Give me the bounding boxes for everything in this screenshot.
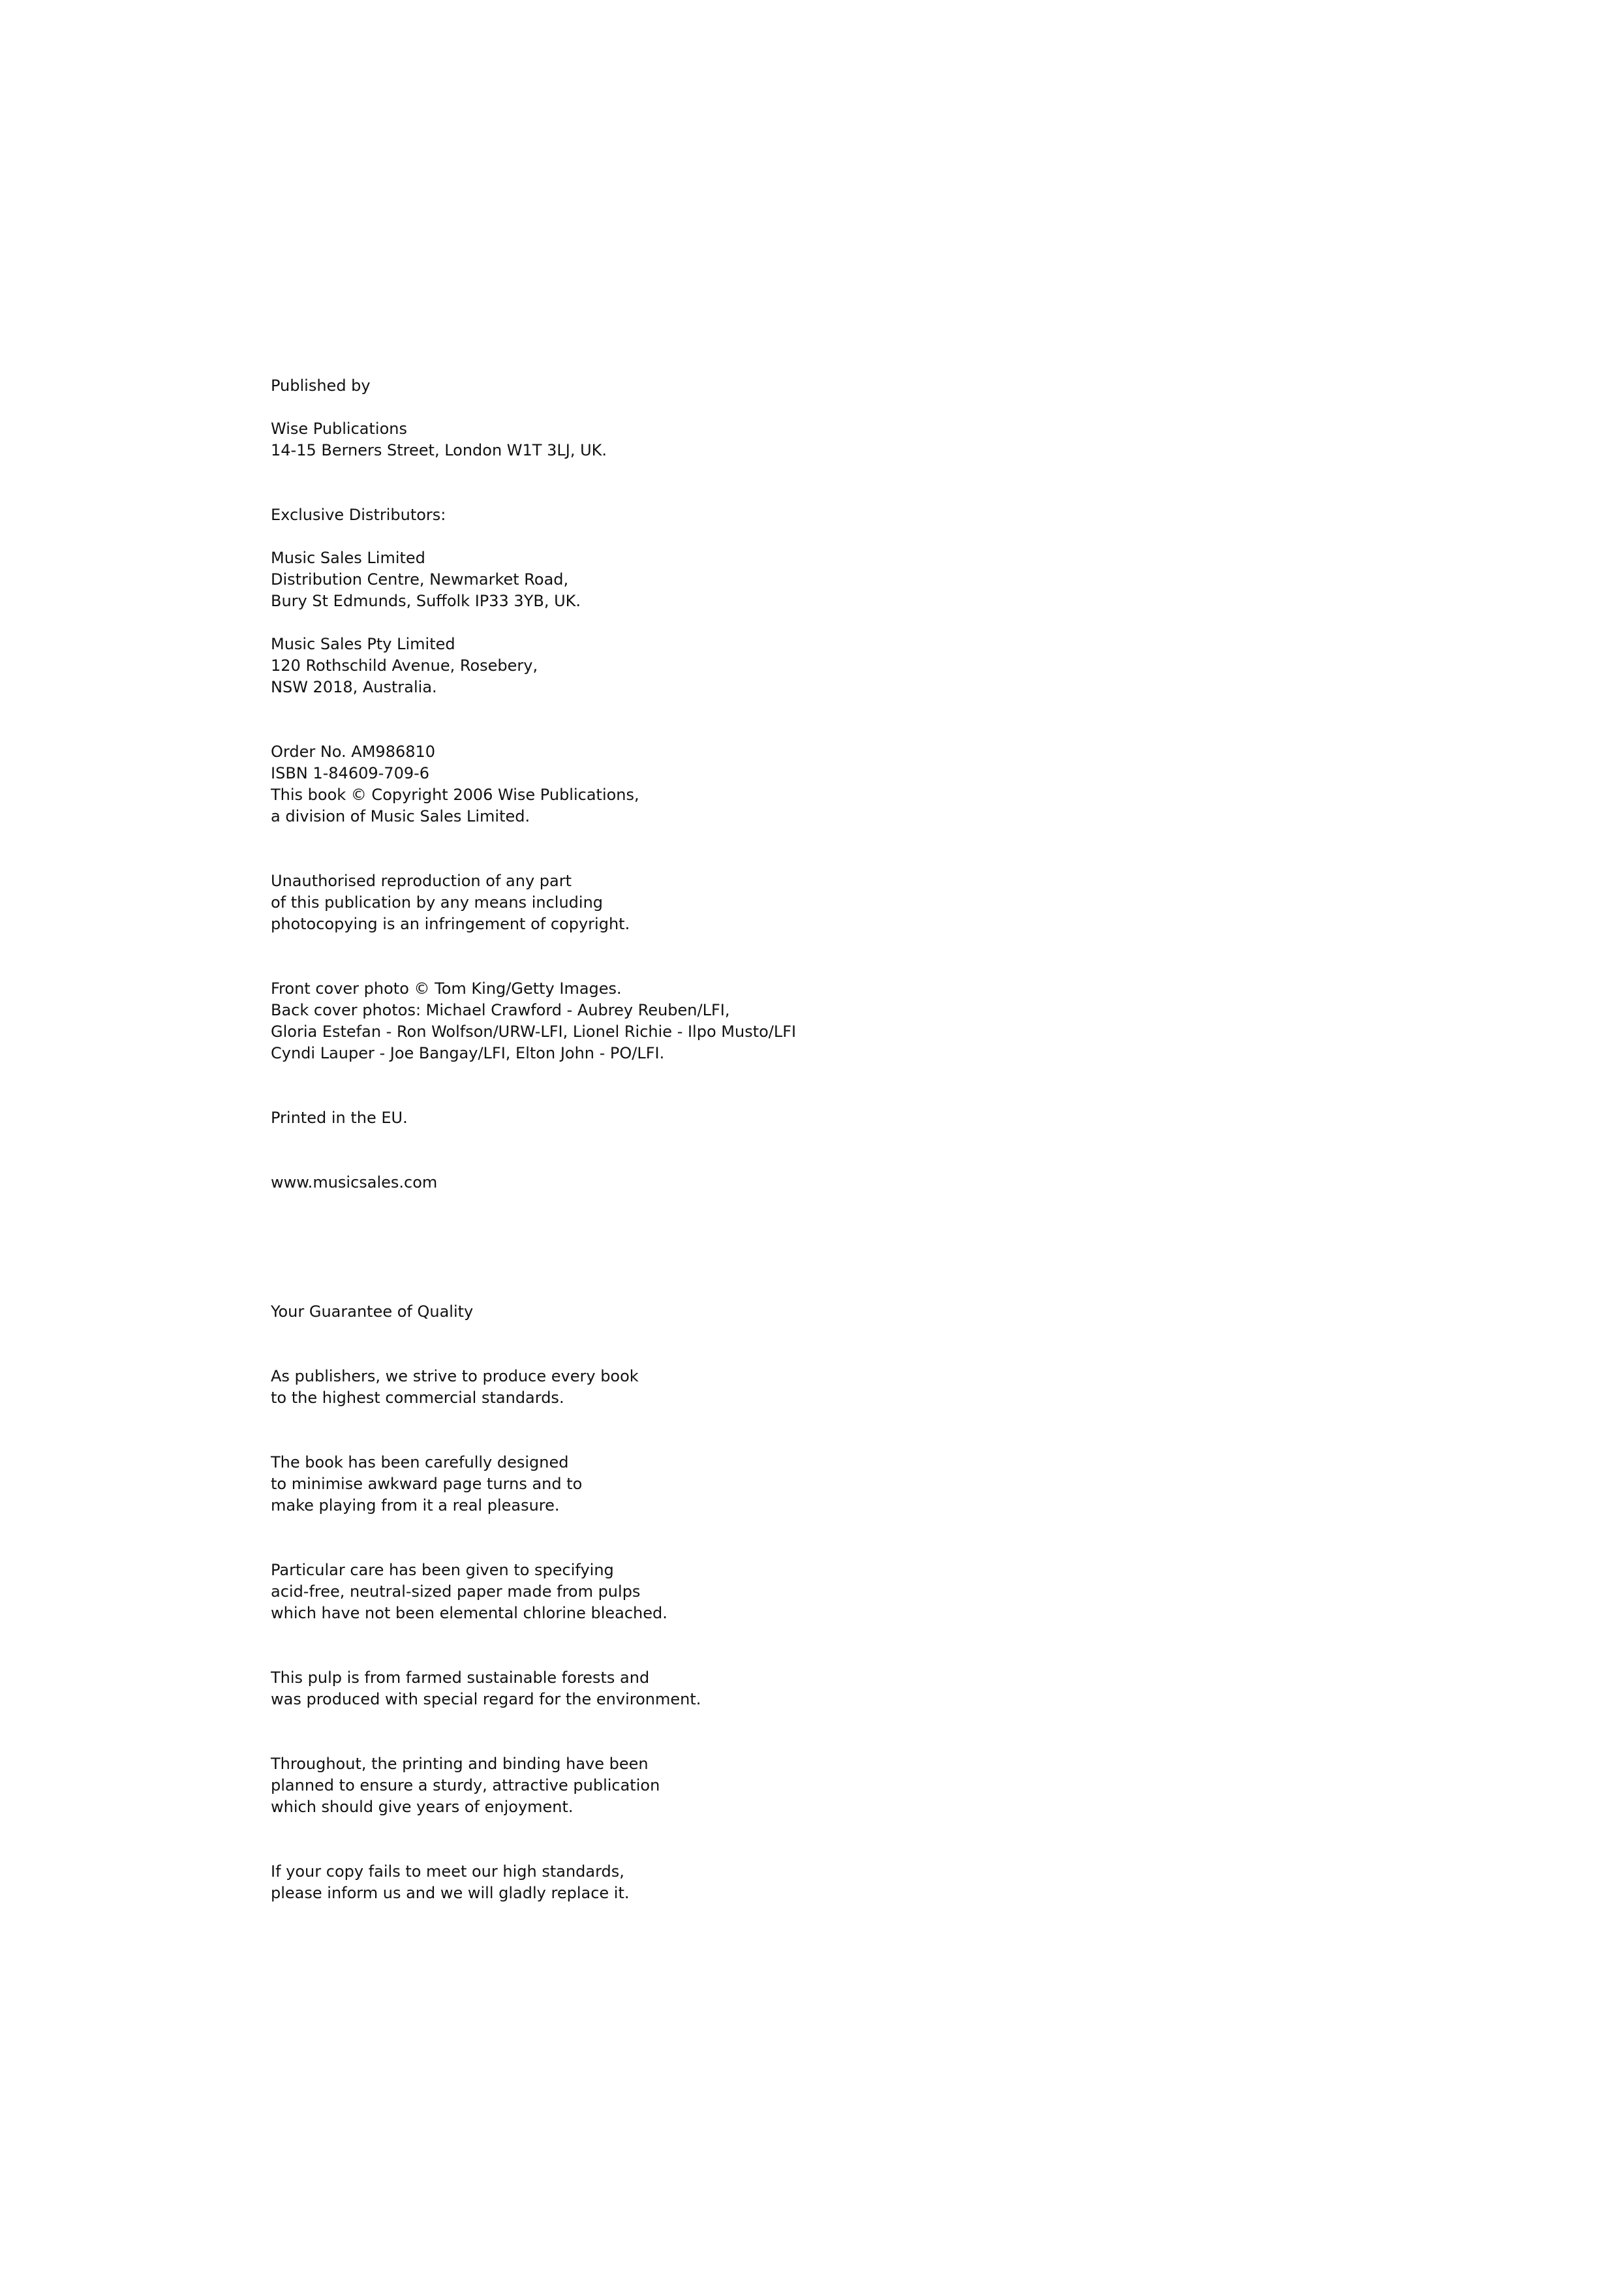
photo-credit-line-1: Front cover photo © Tom King/Getty Images. xyxy=(271,979,622,998)
photo-credits xyxy=(271,978,796,1064)
reproduction-line-1: Unauthorised reproduction of any part xyxy=(271,872,572,890)
guarantee-p4-line-1: This pulp is from farmed sustainable forests and xyxy=(271,1669,650,1687)
guarantee-p3-line-3: which have not been elemental chlorine bleached. xyxy=(271,1604,667,1622)
photo-credit-line-3: Gloria Estefan - Ron Wolfson/URW-LFI, Lionel Richie - Ilpo Musto/LFI xyxy=(271,1023,797,1041)
distributor-australia xyxy=(271,634,538,698)
guarantee-p1-line-2: to the highest commercial standards. xyxy=(271,1389,564,1407)
guarantee-p1-line-1: As publishers, we strive to produce every book xyxy=(271,1367,639,1385)
reproduction-notice xyxy=(271,870,630,935)
guarantee-paragraph-3 xyxy=(271,1560,667,1624)
distributor-uk xyxy=(271,547,581,612)
guarantee-paragraph-6 xyxy=(271,1861,630,1904)
guarantee-p4-line-2: was produced with special regard for the environment. xyxy=(271,1690,701,1708)
guarantee-p3-line-2: acid-free, neutral-sized paper made from pulps xyxy=(271,1582,641,1601)
guarantee-paragraph-2 xyxy=(271,1452,582,1516)
distributor-uk-address-2: Bury St Edmunds, Suffolk IP33 3YB, UK. xyxy=(271,592,581,610)
website-link[interactable]: www.musicsales.com xyxy=(271,1173,438,1192)
publisher-block xyxy=(271,418,607,461)
distributor-au-name: Music Sales Pty Limited xyxy=(271,635,455,653)
website-block xyxy=(271,1172,437,1193)
guarantee-p6-line-2: please inform us and we will gladly replace it. xyxy=(271,1884,630,1902)
distributor-au-address-2: NSW 2018, Australia. xyxy=(271,678,437,696)
guarantee-p2-line-3: make playing from it a real pleasure. xyxy=(271,1496,560,1515)
guarantee-paragraph-4 xyxy=(271,1667,701,1710)
distributor-au-address-1: 120 Rothschild Avenue, Rosebery, xyxy=(271,656,538,675)
photo-credit-line-4: Cyndi Lauper - Joe Bangay/LFI, Elton John - PO/LFI. xyxy=(271,1044,665,1062)
distributor-uk-name: Music Sales Limited xyxy=(271,549,425,567)
distributor-uk-address-1: Distribution Centre, Newmarket Road, xyxy=(271,570,569,589)
guarantee-p2-line-2: to minimise awkward page turns and to xyxy=(271,1475,583,1493)
guarantee-p5-line-1: Throughout, the printing and binding have been xyxy=(271,1755,649,1773)
guarantee-heading-text: Your Guarantee of Quality xyxy=(271,1302,474,1321)
guarantee-p5-line-2: planned to ensure a sturdy, attractive publication xyxy=(271,1776,660,1794)
distributors-heading-text: Exclusive Distributors: xyxy=(271,506,446,524)
published-by-heading-text: Published by xyxy=(271,377,371,395)
printed-notice xyxy=(271,1107,408,1129)
photo-credit-line-2: Back cover photos: Michael Crawford - Aubrey Reuben/LFI, xyxy=(271,1001,730,1019)
guarantee-p5-line-3: which should give years of enjoyment. xyxy=(271,1798,574,1816)
order-info xyxy=(271,741,639,827)
order-number: Order No. AM986810 xyxy=(271,743,436,761)
copyright-line-1: This book © Copyright 2006 Wise Publications, xyxy=(271,786,639,804)
reproduction-line-3: photocopying is an infringement of copyright. xyxy=(271,915,630,933)
guarantee-p3-line-1: Particular care has been given to specifying xyxy=(271,1561,614,1579)
copyright-line-2: a division of Music Sales Limited. xyxy=(271,807,530,825)
publisher-name: Wise Publications xyxy=(271,420,407,438)
guarantee-p2-line-1: The book has been carefully designed xyxy=(271,1453,569,1471)
isbn: ISBN 1-84609-709-6 xyxy=(271,764,430,782)
guarantee-p6-line-1: If your copy fails to meet our high standards, xyxy=(271,1862,624,1881)
published-by-heading xyxy=(271,375,371,397)
guarantee-heading xyxy=(271,1301,473,1323)
guarantee-paragraph-1 xyxy=(271,1366,639,1409)
reproduction-line-2: of this publication by any means including xyxy=(271,893,604,912)
guarantee-paragraph-5 xyxy=(271,1753,660,1818)
publisher-address: 14-15 Berners Street, London W1T 3LJ, UK. xyxy=(271,441,607,459)
distributors-heading xyxy=(271,504,446,526)
printed-text: Printed in the EU. xyxy=(271,1109,408,1127)
